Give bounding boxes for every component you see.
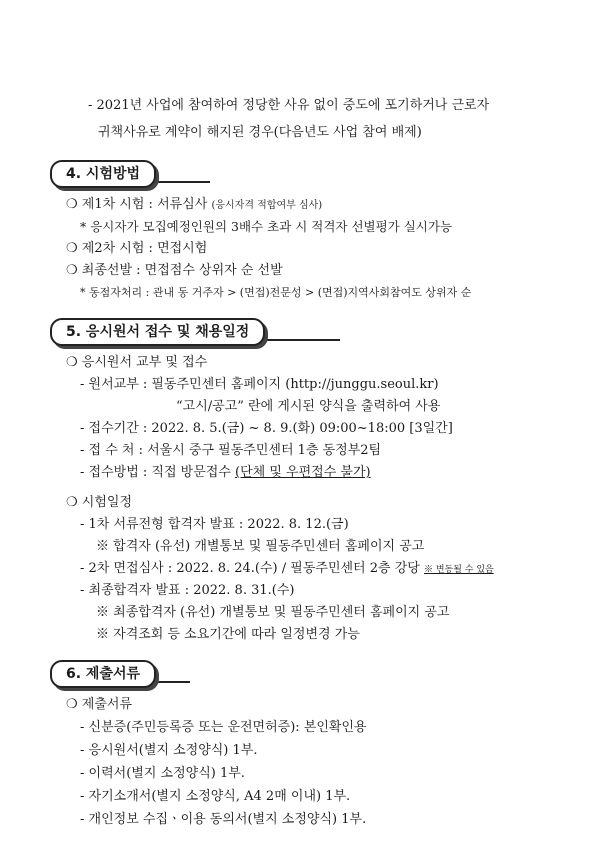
sec5-schedule-second-text: - 2차 면접심사 : 2022. 8. 24.(수) / 필동주민센터 2층 강당 [80,561,424,576]
sec6-docs-header: ❍ 제출서류 [66,697,133,712]
section-6-title: 6. 제출서류 [50,660,156,688]
sec5-schedule-second [80,560,494,579]
section-5-title: 5. 응시원서 접수 및 채용일정 [50,318,265,346]
sec5-apply-distribution: - 원서교부 : 필동주민센터 홈페이지 (http://junggu.seoul.kr) [80,377,439,392]
sec5-schedule-final: - 최종합격자 발표 : 2022. 8. 31.(수) [80,583,295,598]
sec4-row-1-head: ❍ 제1차 시험 : 서류심사 [66,197,208,212]
sec5-schedule-first-note: ※ 합격자 (유선) 개별통보 및 필동주민센터 홈페이지 공고 [96,539,425,554]
sec4-row-5: * 동점자처리 : 관내 동 거주자 > (면접)전문성 > (면접)지역사회참여도 상위자 순 [80,286,472,299]
sec5-apply-place: - 접 수 처 : 서울시 중구 필동주민센터 1층 동정부2팀 [80,443,382,458]
sec5-apply-header: ❍ 응시원서 교부 및 접수 [66,355,208,370]
sec4-row-1-note: (응시자격 적합여부 심사) [211,200,323,211]
sec5-apply-method [80,464,371,482]
sec4-row-1 [66,196,322,215]
sec6-doc-privacy-consent: - 개인정보 수집ㆍ이용 동의서(별지 소정양식) 1부. [80,812,367,827]
sec6-doc-self-intro: - 자기소개서(별지 소정양식, A4 2매 이내) 1부. [80,789,351,804]
sec6-doc-application: - 응시원서(별지 소정양식) 1부. [80,743,258,758]
sec4-row-2: * 응시자가 모집예정인원의 3배수 초과 시 적격자 선별평가 실시가능 [80,219,453,234]
sec5-schedule-final-note-2: ※ 자격조회 등 소요기간에 따라 일정변경 가능 [96,627,360,642]
sec5-apply-method-text: - 접수방법 : 직접 방문접수 [80,465,236,480]
sec6-doc-id: - 신분증(주민등록증 또는 운전면허증): 본인확인용 [80,720,367,735]
sec5-schedule-final-note-1: ※ 최종합격자 (유선) 개별통보 및 필동주민센터 홈페이지 공고 [96,605,450,620]
sec5-schedule-second-note: ※ 변동될 수 있음 [423,565,494,575]
sec5-apply-distribution-note: “고시/공고” 란에 게시된 양식을 출력하여 사용 [176,399,441,414]
sec5-schedule-header: ❍ 시험일정 [66,495,133,510]
sec4-row-3: ❍ 제2차 시험 : 면접시험 [66,241,208,256]
intro-line-2: 귀책사유로 계약이 해지된 경우(다음년도 사업 참여 배제) [98,125,422,140]
sec4-row-4: ❍ 최종선발 : 면접점수 상위자 순 선발 [66,263,283,278]
sec5-apply-period: - 접수기간 : 2022. 8. 5.(금) ~ 8. 9.(화) 09:00~18:00 [3일간] [80,421,453,436]
sec6-doc-resume: - 이력서(별지 소정양식) 1부. [80,766,245,781]
intro-line-1: - 2021년 사업에 참여하여 정당한 사유 없이 중도에 포기하거나 근로자 [88,98,490,113]
section-4-title: 4. 시험방법 [50,160,156,188]
sec5-apply-method-restriction: (단체 및 우편접수 불가) [235,465,371,480]
sec5-schedule-first: - 1차 서류전형 합격자 발표 : 2022. 8. 12.(금) [80,517,349,532]
